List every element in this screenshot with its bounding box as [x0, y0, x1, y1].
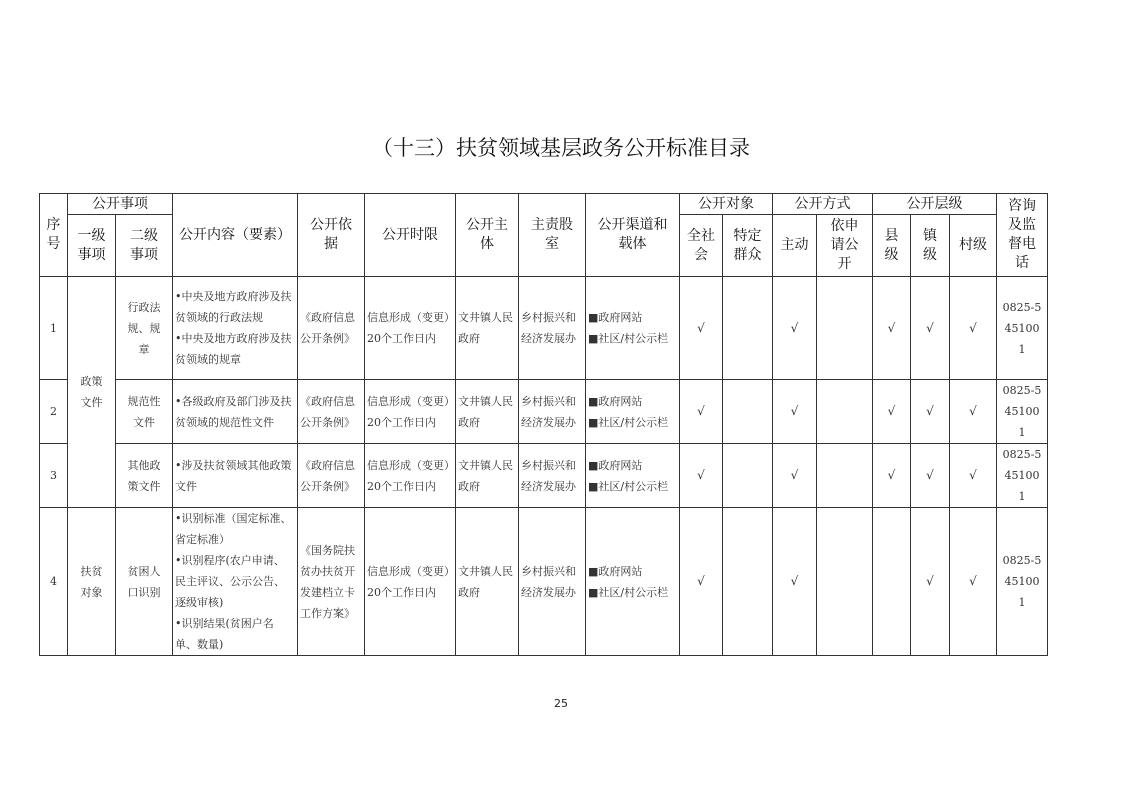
header-group-target: 公开对象: [680, 194, 773, 215]
cell-town: √: [911, 277, 950, 380]
cell-all-society: √: [680, 444, 723, 508]
cell-active: √: [773, 444, 817, 508]
cell-time: 信息形成（变更）20个工作日内: [365, 444, 456, 508]
header-time: 公开时限: [365, 194, 456, 277]
cell-channel: [586, 277, 680, 380]
cell-channel: [586, 508, 680, 656]
cell-channel: [586, 380, 680, 444]
cell-county: √: [873, 444, 911, 508]
header-content: 公开内容（要素）: [173, 194, 298, 277]
channel-line: ■政府网站: [588, 564, 643, 578]
channel-line: ■社区/村公示栏: [588, 585, 669, 599]
cell-level1: 政策文件: [68, 277, 116, 508]
standards-table: [39, 193, 1048, 656]
cell-on-request: [817, 444, 873, 508]
header-county: 县级: [873, 215, 911, 277]
cell-county: [873, 508, 911, 656]
channel-line: ■社区/村公示栏: [588, 415, 669, 429]
cell-basis: 《政府信息公开条例》: [298, 444, 365, 508]
cell-subject: 文井镇人民政府: [456, 444, 519, 508]
content-line: •中央及地方政府涉及扶贫领域的行政法规: [175, 290, 292, 324]
cell-level2: 行政法规、规章: [116, 277, 173, 380]
cell-village: √: [950, 277, 997, 380]
cell-seq: 1: [40, 277, 68, 380]
cell-seq: 2: [40, 380, 68, 444]
channel-line: ■社区/村公示栏: [588, 332, 669, 345]
cell-specific: [723, 508, 773, 656]
header-active: 主动: [773, 215, 817, 277]
cell-on-request: [817, 380, 873, 444]
page-number: 25: [554, 697, 568, 710]
cell-content: [173, 508, 298, 656]
cell-channel: [586, 444, 680, 508]
header-seq: 序号: [40, 194, 68, 277]
cell-basis: 《政府信息公开条例》: [298, 380, 365, 444]
header-basis: 公开依据: [298, 194, 365, 277]
cell-active: √: [773, 380, 817, 444]
header-specific: 特定群众: [723, 215, 773, 277]
cell-town: √: [911, 508, 950, 656]
channel-line: ■社区/村公示栏: [588, 479, 669, 493]
cell-basis: 《政府信息公开条例》: [298, 277, 365, 380]
cell-level2: 其他政策文件: [116, 444, 173, 508]
table-row: [40, 380, 1048, 444]
cell-content: [173, 277, 298, 380]
channel-line: ■政府网站: [588, 394, 643, 408]
cell-town: √: [911, 444, 950, 508]
cell-content: [173, 444, 298, 508]
cell-level2: 贫困人口识别: [116, 508, 173, 656]
header-on-request: 依申请公开: [817, 215, 873, 277]
cell-time: 信息形成（变更）20个工作日内: [365, 380, 456, 444]
cell-all-society: √: [680, 380, 723, 444]
header-level1: 一级事项: [68, 215, 116, 277]
header-dept: 主责股室: [519, 194, 586, 277]
cell-specific: [723, 444, 773, 508]
header-channel: 公开渠道和载体: [586, 194, 680, 277]
cell-dept: 乡村振兴和经济发展办: [519, 444, 586, 508]
header-all-society: 全社会: [680, 215, 723, 277]
cell-seq: 4: [40, 508, 68, 656]
header-group-items: 公开事项: [68, 194, 173, 215]
header-subject: 公开主体: [456, 194, 519, 277]
header-town: 镇级: [911, 215, 950, 277]
cell-county: √: [873, 380, 911, 444]
cell-seq: 3: [40, 444, 68, 508]
content-line: •中央及地方政府涉及扶贫领域的规章: [175, 332, 292, 366]
cell-phone: 0825-5451001: [997, 444, 1048, 508]
cell-active: √: [773, 508, 817, 656]
cell-village: √: [950, 444, 997, 508]
cell-village: √: [950, 508, 997, 656]
cell-content: [173, 380, 298, 444]
content-line: •各级政府及部门涉及扶贫领域的规范性文件: [175, 394, 292, 429]
cell-specific: [723, 380, 773, 444]
page-title: （十三）扶贫领域基层政务公开标准目录: [372, 136, 750, 160]
content-line: •识别结果(贫困户名单、数量): [175, 617, 274, 651]
cell-level1: 扶贫对象: [68, 508, 116, 656]
content-line: •识别标准（国定标准、省定标准）: [175, 512, 292, 546]
cell-dept: 乡村振兴和经济发展办: [519, 508, 586, 656]
header-level2: 二级事项: [116, 215, 173, 277]
cell-active: √: [773, 277, 817, 380]
cell-time: 信息形成（变更）20个工作日内: [365, 277, 456, 380]
cell-subject: 文井镇人民政府: [456, 380, 519, 444]
cell-dept: 乡村振兴和经济发展办: [519, 277, 586, 380]
cell-all-society: √: [680, 508, 723, 656]
cell-specific: [723, 277, 773, 380]
cell-subject: 文井镇人民政府: [456, 508, 519, 656]
cell-basis: 《国务院扶贫办扶贫开发建档立卡工作方案》: [298, 508, 365, 656]
table-row: [40, 508, 1048, 656]
cell-on-request: [817, 508, 873, 656]
table-row: [40, 277, 1048, 380]
cell-phone: 0825-5451001: [997, 277, 1048, 380]
header-group-mode: 公开方式: [773, 194, 873, 215]
cell-phone: 0825-5451001: [997, 380, 1048, 444]
cell-all-society: √: [680, 277, 723, 380]
cell-county: √: [873, 277, 911, 380]
content-line: •识别程序(农户申请、民主评议、公示公告、逐级审核): [175, 554, 285, 609]
channel-line: ■政府网站: [588, 458, 643, 472]
cell-level2: 规范性文件: [116, 380, 173, 444]
table-row: [40, 444, 1048, 508]
channel-line: ■政府网站: [588, 311, 643, 324]
cell-time: 信息形成（变更）20个工作日内: [365, 508, 456, 656]
cell-village: √: [950, 380, 997, 444]
content-line: •涉及扶贫领域其他政策文件: [175, 458, 292, 493]
cell-on-request: [817, 277, 873, 380]
header-consult: 咨询及监督电话: [997, 194, 1048, 277]
header-group-level: 公开层级: [873, 194, 997, 215]
cell-phone: 0825-5451001: [997, 508, 1048, 656]
cell-town: √: [911, 380, 950, 444]
header-village: 村级: [950, 215, 997, 277]
cell-dept: 乡村振兴和经济发展办: [519, 380, 586, 444]
cell-subject: 文井镇人民政府: [456, 277, 519, 380]
